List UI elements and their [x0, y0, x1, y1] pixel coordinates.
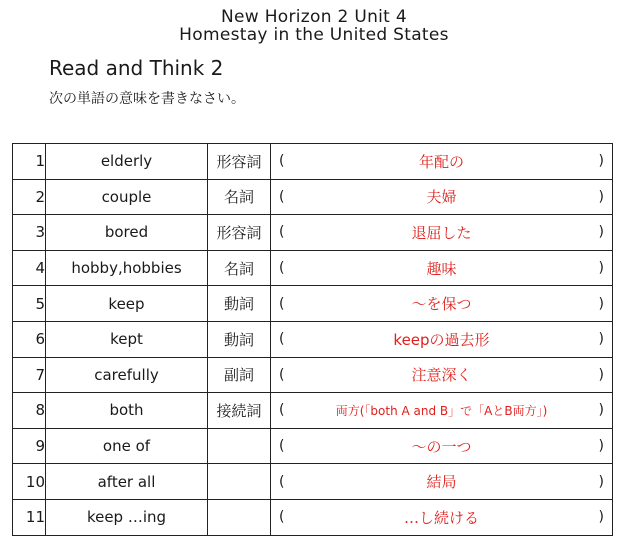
table-row — [13, 286, 613, 322]
meaning-answer: 注意深く — [411, 366, 472, 385]
open-paren: ( — [279, 295, 285, 312]
row-number: 9 — [13, 428, 46, 464]
close-paren: ) — [598, 224, 604, 241]
open-paren: ( — [279, 473, 285, 490]
part-of-speech: 動詞 — [208, 286, 271, 322]
table-row — [13, 215, 613, 251]
meaning-answer: 趣味 — [426, 259, 457, 278]
meaning-cell — [271, 144, 613, 180]
close-paren: ) — [598, 260, 604, 277]
close-paren: ) — [598, 153, 604, 170]
part-of-speech: 副詞 — [208, 357, 271, 393]
vocab-word: keep …ing — [46, 499, 208, 535]
open-paren: ( — [279, 509, 285, 526]
meaning-cell — [271, 393, 613, 429]
meaning-cell — [271, 215, 613, 251]
section-heading: Read and Think 2 — [49, 56, 224, 80]
meaning-answer: ～を保つ — [411, 295, 472, 314]
part-of-speech: 接続詞 — [208, 393, 271, 429]
vocabulary-table-body — [13, 144, 613, 536]
part-of-speech: 動詞 — [208, 321, 271, 357]
worksheet-subtitle: Homestay in the United States — [179, 25, 449, 45]
vocab-word: kept — [46, 321, 208, 357]
part-of-speech: 形容詞 — [208, 144, 271, 180]
vocab-word: hobby,hobbies — [46, 250, 208, 286]
table-row — [13, 144, 613, 180]
meaning-answer: keepの過去形 — [393, 330, 490, 349]
meaning-answer: 両方(「both A and B」で「AとB両方」) — [335, 403, 548, 418]
instruction-text: 次の単語の意味を書きなさい。 — [49, 91, 245, 107]
table-row — [13, 357, 613, 393]
row-number: 6 — [13, 321, 46, 357]
meaning-cell — [271, 464, 613, 500]
row-number: 1 — [13, 144, 46, 180]
meaning-answer: …し続ける — [403, 508, 479, 527]
meaning-cell — [271, 321, 613, 357]
table-row — [13, 321, 613, 357]
close-paren: ) — [598, 402, 604, 419]
meaning-answer: 結局 — [426, 473, 457, 492]
meaning-cell — [271, 499, 613, 535]
meaning-answer: 退屈した — [411, 223, 472, 242]
part-of-speech — [208, 464, 271, 500]
part-of-speech — [208, 428, 271, 464]
vocab-word: elderly — [46, 144, 208, 180]
table-row — [13, 428, 613, 464]
open-paren: ( — [279, 438, 285, 455]
vocab-word: bored — [46, 215, 208, 251]
close-paren: ) — [598, 188, 604, 205]
part-of-speech: 名詞 — [208, 179, 271, 215]
vocab-word: one of — [46, 428, 208, 464]
meaning-cell — [271, 179, 613, 215]
vocab-word: couple — [46, 179, 208, 215]
vocab-word: carefully — [46, 357, 208, 393]
meaning-cell — [271, 250, 613, 286]
open-paren: ( — [279, 366, 285, 383]
open-paren: ( — [279, 188, 285, 205]
row-number: 7 — [13, 357, 46, 393]
vocabulary-table — [12, 143, 613, 536]
close-paren: ) — [598, 366, 604, 383]
vocab-word: keep — [46, 286, 208, 322]
row-number: 4 — [13, 250, 46, 286]
close-paren: ) — [598, 473, 604, 490]
table-row — [13, 464, 613, 500]
open-paren: ( — [279, 260, 285, 277]
meaning-cell — [271, 357, 613, 393]
worksheet-title: New Horizon 2 Unit 4 — [221, 7, 407, 27]
open-paren: ( — [279, 153, 285, 170]
close-paren: ) — [598, 295, 604, 312]
table-row — [13, 250, 613, 286]
meaning-answer: 夫婦 — [426, 188, 457, 207]
row-number: 3 — [13, 215, 46, 251]
row-number: 5 — [13, 286, 46, 322]
part-of-speech — [208, 499, 271, 535]
close-paren: ) — [598, 509, 604, 526]
open-paren: ( — [279, 331, 285, 348]
meaning-cell — [271, 428, 613, 464]
close-paren: ) — [598, 438, 604, 455]
table-row — [13, 393, 613, 429]
table-row — [13, 179, 613, 215]
meaning-answer: 年配の — [418, 152, 464, 171]
vocab-word: both — [46, 393, 208, 429]
row-number: 10 — [13, 464, 46, 500]
open-paren: ( — [279, 224, 285, 241]
table-row — [13, 499, 613, 535]
meaning-cell — [271, 286, 613, 322]
row-number: 11 — [13, 499, 46, 535]
row-number: 8 — [13, 393, 46, 429]
part-of-speech: 形容詞 — [208, 215, 271, 251]
row-number: 2 — [13, 179, 46, 215]
close-paren: ) — [598, 331, 604, 348]
vocab-word: after all — [46, 464, 208, 500]
open-paren: ( — [279, 402, 285, 419]
meaning-answer: ～の一つ — [411, 437, 472, 456]
part-of-speech: 名詞 — [208, 250, 271, 286]
